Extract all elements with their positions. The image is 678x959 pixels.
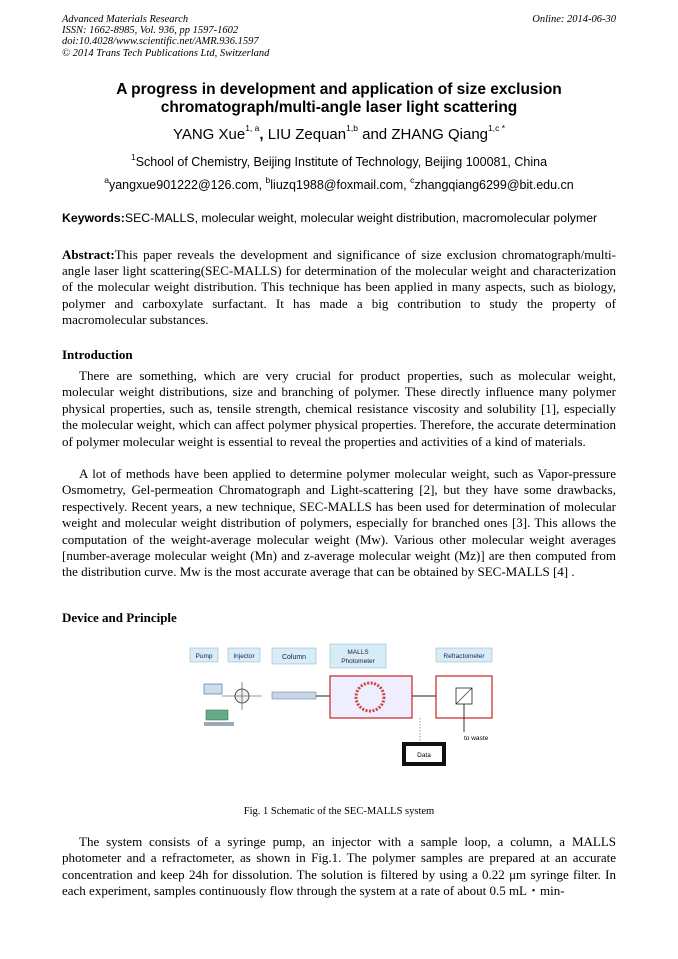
intro-paragraph-2: A lot of methods have been applied to determine polymer molecular weight, such as Vapor-pressure Osmometry, Gel-permeation Chromatograph and Light-scattering [2], but they have some drawbacks, respectively. Recent years, a new technique, SEC-MALLS has been used for determination of molecular weight and molecular weight distribution of polymers, especially for branched ones [3]. This allows the computation of the weight-average molecular weight (Mw). Various other molecular weight averages [number-average molecular weight (Mn) and z-average molecular weight (Mz)] are then computed from the distribution curve. Mw is the most accurate average that can be obtained by SEC-MALLS [4] .	[62, 466, 616, 580]
data-label: Data	[417, 752, 431, 759]
affiliation-text: School of Chemistry, Beijing Institute of Technology, Beijing 100081, China	[135, 155, 548, 169]
to-waste-label: to waste	[464, 735, 489, 742]
keywords	[62, 211, 622, 225]
malls-label-2: Photometer	[341, 658, 375, 665]
column-label: Column	[281, 654, 307, 661]
abstract-label: Abstract:	[62, 247, 115, 262]
authors: YANG Xue$^{1, a}$, LIU Zequan$^{1,b}$ and ZHANG Qiang$^{1,c *}$	[172, 123, 506, 143]
keywords-label: Keywords:	[62, 211, 125, 225]
running-header	[62, 14, 616, 59]
intro-paragraph-1: There are something, which are very crucial for product properties, such as molecular weight, molecular weight distributions, size and branching of polymer. These directly influence many polymer physical properties, such as, tensile strength, chemical resistance viscosity and solubility [1], especially the molecular weight, which can affect polymer physical properties. Therefore, the accurate determination of polymer molecular weight is essential to reveal the properties and activities of a kind of materials.	[62, 368, 616, 449]
author-2: LIU Zequan	[267, 126, 347, 143]
author-2-sup: 1,b	[346, 123, 358, 133]
journal-name: Advanced Materials Research	[62, 14, 189, 25]
pump-device	[204, 684, 222, 694]
copyright: © 2014 Trans Tech Publications Ltd, Switzerland	[62, 47, 270, 59]
affiliation-sup: 1	[130, 152, 136, 162]
email-a-sup: a	[104, 175, 109, 185]
email-a: yangxue901222@126.com,	[108, 178, 266, 192]
figure-caption: Fig. 1 Schematic of the SEC-MALLS system	[243, 806, 435, 817]
device-paragraph-1: The system consists of a syringe pump, an injector with a sample loop, a column, a MALLS photometer and a refractometer, as shown in Fig.1. The polymer samples are prepared at an accurate concentration and keep 24h for dissolution. The solution is filtered by using a 0.22 μm syringe filter. In each experiment, samples continuously flow through the system at a rate of about 0.5 mL・min-	[62, 834, 616, 899]
rack-base	[204, 722, 234, 726]
keywords-text: SEC-MALLS, molecular weight, molecular weight distribution, macromolecular polymer	[124, 211, 598, 225]
online-date: Online: 2014-06-30	[532, 14, 616, 25]
email-b-sup: b	[265, 175, 271, 185]
author-3-sup: 1,c *	[488, 123, 506, 133]
email-c: zhangqiang6299@bit.edu.cn	[414, 178, 574, 192]
section-heading-device: Device and Principle	[62, 610, 177, 625]
section-heading-introduction: Introduction	[62, 347, 133, 362]
abstract-text: This paper reveals the development and significance of size exclusion chromatograph/multi-angle laser light scattering(SEC-MALLS) for determination of the molecular weight and characterization of the molecular weight distribution. This technique has been applied in many aspects, such as biology, polymer and carboxylate surfactant. It has made a big contribution to study the property of macromolecular substances.	[62, 247, 616, 327]
doi: doi:10.4028/www.scientific.net/AMR.936.1597	[62, 36, 259, 48]
author-emails	[62, 175, 616, 192]
email-c-sup: c	[410, 175, 415, 185]
refractometer-label: Refractometer	[443, 653, 485, 660]
author-3: ZHANG Qiang	[391, 126, 489, 143]
author-1-sup: 1, a	[245, 123, 260, 133]
sec-malls-schematic-figure	[180, 640, 500, 768]
author-1: YANG Xue	[172, 126, 246, 143]
title-line-1: A progress in development and application of size exclusion	[116, 81, 562, 98]
paper-title	[62, 81, 616, 117]
injector-label: Injector	[233, 653, 255, 660]
pump-label: Pump	[195, 653, 213, 660]
email-b: liuzq1988@foxmail.com,	[270, 178, 411, 192]
affiliation	[62, 152, 616, 169]
title-line-2: chromatograph/multi-angle laser light scattering	[160, 99, 518, 116]
column-device	[272, 692, 316, 699]
abstract	[62, 247, 616, 328]
sample-rack	[206, 710, 228, 720]
malls-label-1: MALLS	[347, 649, 369, 656]
issn: ISSN: 1662-8985, Vol. 936, pp 1597-1602	[62, 25, 239, 37]
